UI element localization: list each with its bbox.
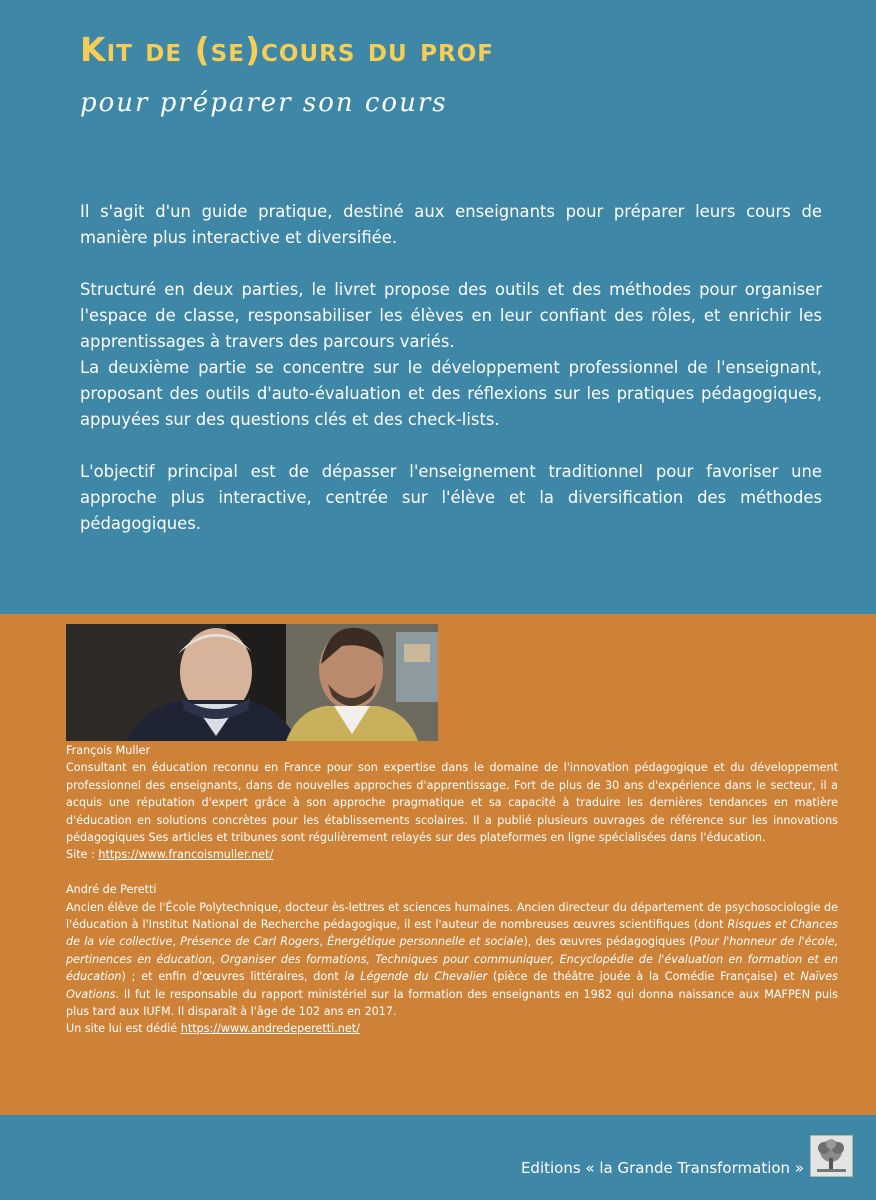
site-link-muller[interactable]: https://www.francoismuller.net/ <box>98 848 274 862</box>
bio-peretti-part-c: ) ; et enfin d'œuvres littéraires, dont <box>121 970 345 984</box>
bio-peretti-part-b: ), des œuvres pédagogiques ( <box>523 935 694 949</box>
book-title-chevalier: la Légende du Chevalier <box>344 970 488 984</box>
book-title-risques: Risques et Chances de la vie collective <box>66 918 838 949</box>
author-name-peretti: André de Peretti <box>66 883 157 897</box>
author-site-peretti <box>66 1020 838 1037</box>
footer <box>0 1115 876 1200</box>
intro-text <box>80 199 822 537</box>
publisher-name: Editions « la Grande Transformation » <box>520 1159 804 1177</box>
bio-peretti-part-a: Ancien élève de l'École Polytechnique, docteur ès-lettres et sciences humaines. Ancien directeur du département de psychosociologie de l'éducation à l'Institut National de Recherche pédagogique, il est l'auteur de nombreuses œuvres scientifiques (dont <box>66 900 838 932</box>
book-title-rogers: Présence de Carl Rogers <box>180 935 320 949</box>
author-site-muller <box>66 846 838 863</box>
book-titles-pedagogiques: Pour l'honneur de l'école, pertinences en éducation, Organiser des formations, Techniques pour communiquer, Encyclopédie de l'évaluation en formation et en éducation <box>66 935 839 984</box>
bio-peretti-part-e: . Il fut le responsable du rapport ministériel sur la formation des enseignants en 1982 qui donna naissance aux MAFPEN puis plus tard aux IUFM. Il disparaît à l'âge de 102 ans en 2017. <box>66 987 838 1019</box>
authors-bios <box>66 742 838 1038</box>
intro-paragraph-3: La deuxième partie se concentre sur le développement professionnel de l'enseignant, proposant des outils d'auto-évaluation et des réflexions sur les pratiques pédagogiques, appuyées sur des questions clés et des check-lists. <box>80 358 822 429</box>
intro-paragraph-4: L'objectif principal est de dépasser l'enseignement traditionnel pour favoriser une approche plus interactive, centrée sur l'élève et la diversification des méthodes pédagogiques. <box>80 462 822 533</box>
bio-peretti-part-d: (pièce de théâtre jouée à la Comédie Française) et <box>487 970 801 984</box>
site-label-muller: Site : <box>66 848 99 862</box>
tree-logo-icon <box>811 1136 852 1176</box>
book-title-energetique: Énergétique personnelle et sociale <box>327 935 524 949</box>
book-title-ovations: Naïves Ovations <box>66 970 838 1001</box>
author-bio-peretti <box>66 899 838 1021</box>
bio-spacer <box>66 864 838 881</box>
site-link-peretti[interactable]: https://www.andredeperetti.net/ <box>180 1022 360 1036</box>
book-subtitle: pour préparer son cours <box>80 88 448 118</box>
intro-paragraph-2: Structuré en deux parties, le livret propose des outils et des méthodes pour organiser l'espace de classe, responsabiliser les élèves en leur confiant des rôles, et enrichir les apprentissages à travers des parcours variés. <box>80 280 822 351</box>
authors-section <box>0 614 876 1115</box>
intro-paragraph-1: Il s'agit d'un guide pratique, destiné aux enseignants pour préparer leurs cours de manière plus interactive et diversifiée. <box>80 202 822 247</box>
authors-photo-illustration <box>66 624 438 741</box>
author-bio-muller: Consultant en éducation reconnu en France pour son expertise dans le domaine de l'innovation pédagogique et du développement professionnel des enseignants, dans de nouvelles approches d'apprentissage. Fort de plus de 30 ans d'expérience dans le secteur, il a acquis une réputation d'expert grâce à son approche pragmatique et sa capacité à traduire les dernières tendances en matière d'éducation en solutions concrètes pour les établissements scolaires. Il a publié plusieurs ouvrages de référence sur les innovations pédagogiques Ses articles et tribunes sont régulièrement relayés sur des plateformes en ligne spécialisées dans l'éducation. <box>66 761 838 845</box>
site-label-peretti: Un site lui est dédié <box>66 1022 181 1036</box>
publisher-logo-icon <box>810 1135 853 1177</box>
bio-peretti-sep-1: , <box>172 935 181 949</box>
bio-peretti-sep-2: , <box>319 935 328 949</box>
authors-photo <box>66 624 438 741</box>
author-name-muller: François Muller <box>66 744 151 757</box>
book-title: Kit de (se)cours du prof <box>80 30 494 69</box>
